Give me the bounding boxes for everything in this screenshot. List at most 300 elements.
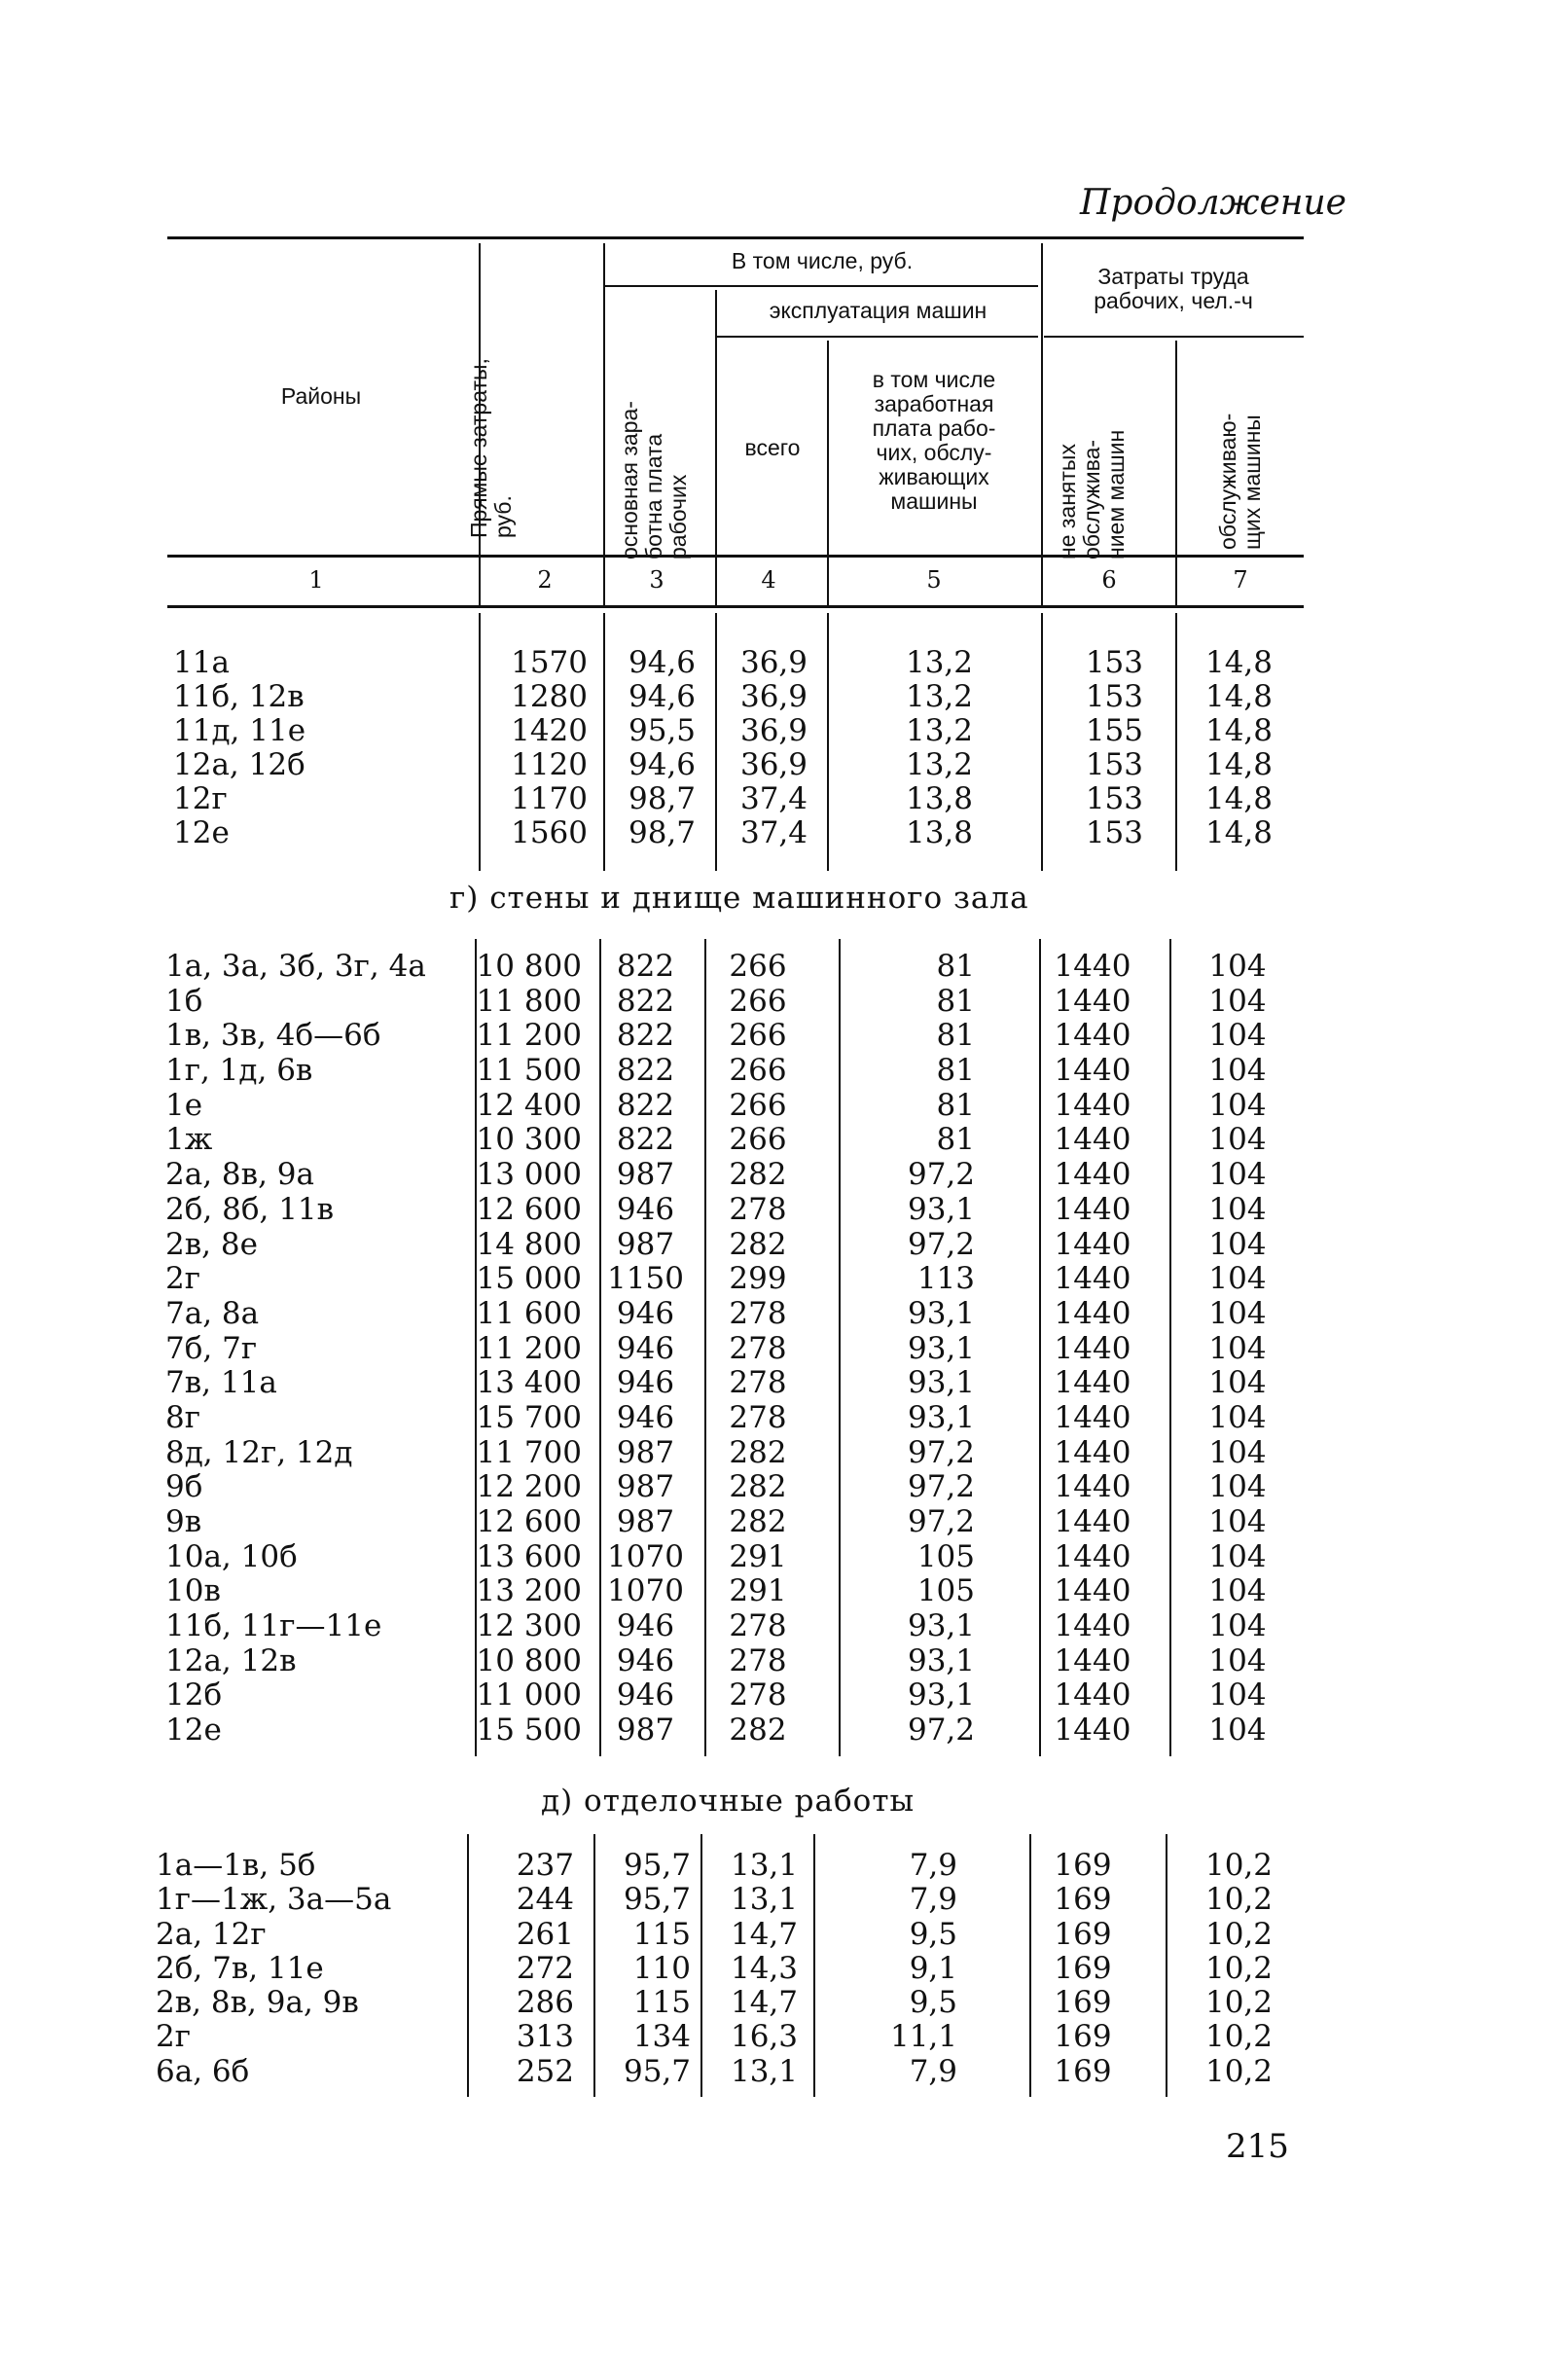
cell-base-wages: 115 (632, 1985, 691, 2021)
cell-base-wages: 110 (632, 1950, 691, 1986)
col-number-5: 5 (926, 566, 942, 594)
cell-direct-costs: 313 (516, 2019, 574, 2055)
cell-direct-costs: 11 600 (476, 1295, 582, 1331)
cell-machine-wages: 97,2 (907, 1157, 975, 1193)
cell-labor-serving: 10,2 (1204, 1848, 1273, 1883)
cell-labor-not-serving: 169 (1054, 1985, 1112, 2021)
cell-region: 11а (173, 645, 230, 680)
cell-labor-not-serving: 1440 (1054, 949, 1131, 984)
cell-machine-total: 13,1 (730, 2053, 798, 2089)
cell-region: 2а, 8в, 9а (165, 1157, 315, 1193)
cell-base-wages: 987 (616, 1157, 675, 1193)
cell-labor-not-serving: 169 (1054, 2019, 1112, 2055)
cell-labor-serving: 14,8 (1204, 815, 1273, 850)
cell-base-wages: 1070 (607, 1538, 684, 1574)
cell-base-wages: 987 (616, 1434, 675, 1470)
cell-machine-total: 37,4 (739, 815, 808, 850)
cell-machine-total: 266 (729, 1018, 787, 1054)
table-row (0, 1609, 1544, 1644)
cell-direct-costs: 1170 (511, 781, 588, 816)
cell-machine-total: 282 (729, 1226, 787, 1262)
cell-base-wages: 946 (616, 1191, 675, 1227)
cell-direct-costs: 12 600 (476, 1504, 582, 1539)
cell-labor-not-serving: 1440 (1054, 1295, 1131, 1331)
cell-region: 1г, 1д, 6в (165, 1053, 313, 1089)
cell-machine-total: 278 (729, 1330, 787, 1366)
header-labor-group: Затраты труда рабочих, чел.-ч (1094, 264, 1253, 313)
cell-base-wages: 94,6 (628, 645, 696, 680)
cell-direct-costs: 13 000 (476, 1157, 582, 1193)
cell-labor-serving: 104 (1208, 1642, 1267, 1678)
cell-machine-wages: 93,1 (907, 1642, 975, 1678)
cell-base-wages: 822 (616, 1087, 675, 1123)
cell-region: 10а, 10б (165, 1538, 298, 1574)
cell-machine-total: 266 (729, 1122, 787, 1158)
cell-machine-total: 278 (729, 1191, 787, 1227)
cell-labor-not-serving: 1440 (1054, 1608, 1131, 1644)
cell-machine-wages: 9,5 (909, 1916, 957, 1952)
cell-labor-serving: 14,8 (1204, 713, 1273, 748)
cell-labor-not-serving: 169 (1054, 1848, 1112, 1883)
cell-labor-not-serving: 1440 (1054, 1122, 1131, 1158)
header-rayony: Районы (280, 383, 362, 409)
cell-labor-serving: 104 (1208, 1365, 1267, 1401)
cell-labor-serving: 104 (1208, 1713, 1267, 1749)
cell-machine-total: 14,7 (730, 1916, 798, 1952)
cell-labor-not-serving: 169 (1054, 2053, 1112, 2089)
cell-machine-wages: 11,1 (889, 2019, 957, 2055)
cell-base-wages: 946 (616, 1677, 675, 1713)
cell-machine-wages: 93,1 (907, 1295, 975, 1331)
cell-labor-serving: 104 (1208, 1053, 1267, 1089)
cell-direct-costs: 261 (516, 1916, 574, 1952)
cell-base-wages: 98,7 (628, 781, 696, 816)
cell-base-wages: 95,5 (628, 713, 696, 748)
cell-region: 12б (165, 1677, 223, 1713)
cell-direct-costs: 12 300 (476, 1608, 582, 1644)
cell-machine-wages: 113 (916, 1261, 975, 1297)
cell-base-wages: 946 (616, 1295, 675, 1331)
cell-machine-wages: 81 (936, 983, 975, 1019)
cell-labor-not-serving: 1440 (1054, 1330, 1131, 1366)
cell-base-wages: 98,7 (628, 815, 696, 850)
cell-machine-wages: 93,1 (907, 1608, 975, 1644)
cell-machine-wages: 81 (936, 949, 975, 984)
cell-labor-serving: 10,2 (1204, 1882, 1273, 1918)
cell-region: 8д, 12г, 12д (165, 1434, 353, 1470)
col-divider (1041, 243, 1043, 605)
header-machine-wages: в том числе заработная плата рабо- чих, обслу- живающих машины (872, 367, 996, 514)
cell-labor-not-serving: 1440 (1054, 1399, 1131, 1435)
cell-machine-total: 282 (729, 1713, 787, 1749)
cell-machine-total: 266 (729, 949, 787, 984)
cell-machine-total: 278 (729, 1642, 787, 1678)
cell-machine-wages: 13,2 (905, 713, 973, 748)
cell-region: 12е (173, 815, 230, 850)
table-row (0, 1986, 1544, 2020)
cell-region: 12а, 12в (165, 1642, 297, 1678)
cell-base-wages: 946 (616, 1399, 675, 1435)
cell-base-wages: 987 (616, 1226, 675, 1262)
cell-machine-total: 282 (729, 1504, 787, 1539)
cell-direct-costs: 286 (516, 1985, 574, 2021)
cell-region: 1ж (165, 1122, 213, 1158)
cell-labor-serving: 10,2 (1204, 1950, 1273, 1986)
cell-labor-not-serving: 153 (1085, 747, 1143, 782)
cell-machine-wages: 97,2 (907, 1434, 975, 1470)
cell-labor-serving: 104 (1208, 1191, 1267, 1227)
cell-labor-not-serving: 153 (1085, 781, 1143, 816)
col-divider (1175, 341, 1177, 605)
cell-direct-costs: 1560 (511, 815, 588, 850)
cell-region: 1е (165, 1087, 203, 1123)
table-row (0, 1849, 1544, 1883)
cell-machine-total: 282 (729, 1434, 787, 1470)
cell-region: 1а—1в, 5б (156, 1848, 316, 1883)
cell-machine-total: 13,1 (730, 1848, 798, 1883)
cell-machine-wages: 81 (936, 1018, 975, 1054)
table-row (0, 748, 1544, 782)
section-title-walls: г) стены и днище машинного зала (449, 881, 1029, 916)
table-row (0, 2055, 1544, 2089)
cell-labor-not-serving: 1440 (1054, 1713, 1131, 1749)
header-base-wages: основная зара- ботна плата рабочих (617, 401, 691, 559)
cell-direct-costs: 13 600 (476, 1538, 582, 1574)
cell-labor-serving: 104 (1208, 1157, 1267, 1193)
table-row (0, 1505, 1544, 1540)
cell-base-wages: 946 (616, 1365, 675, 1401)
cell-labor-serving: 10,2 (1204, 2053, 1273, 2089)
table-row (0, 1193, 1544, 1228)
cell-region: 1а, 3а, 3б, 3г, 4а (165, 949, 426, 984)
cell-labor-not-serving: 155 (1085, 713, 1143, 748)
cell-machine-total: 299 (729, 1261, 787, 1297)
table-row (0, 1644, 1544, 1679)
cell-direct-costs: 14 800 (476, 1226, 582, 1262)
cell-labor-not-serving: 1440 (1054, 1053, 1131, 1089)
cell-labor-serving: 104 (1208, 1122, 1267, 1158)
cell-machine-total: 13,1 (730, 1882, 798, 1918)
cell-region: 7б, 7г (165, 1330, 258, 1366)
cell-direct-costs: 1420 (511, 713, 588, 748)
continuation-label: Продолжение (1080, 183, 1347, 223)
cell-base-wages: 1070 (607, 1573, 684, 1609)
cell-labor-serving: 14,8 (1204, 781, 1273, 816)
cell-labor-not-serving: 1440 (1054, 983, 1131, 1019)
header-serving: обслуживаю- щих машины (1215, 413, 1265, 550)
col-number-4: 4 (761, 566, 776, 594)
cell-base-wages: 987 (616, 1469, 675, 1505)
cell-labor-serving: 104 (1208, 949, 1267, 984)
cell-machine-total: 36,9 (739, 747, 808, 782)
table-row (0, 1054, 1544, 1089)
cell-machine-wages: 13,2 (905, 645, 973, 680)
cell-direct-costs: 13 400 (476, 1365, 582, 1401)
cell-base-wages: 822 (616, 949, 675, 984)
cell-machine-total: 36,9 (739, 713, 808, 748)
cell-base-wages: 987 (616, 1713, 675, 1749)
table-row (0, 1470, 1544, 1505)
cell-direct-costs: 11 700 (476, 1434, 582, 1470)
cell-region: 9в (165, 1504, 202, 1539)
cell-labor-not-serving: 153 (1085, 645, 1143, 680)
cell-direct-costs: 15 700 (476, 1399, 582, 1435)
cell-labor-not-serving: 1440 (1054, 1573, 1131, 1609)
cell-machine-wages: 13,8 (905, 781, 973, 816)
cell-direct-costs: 244 (516, 1882, 574, 1918)
cell-base-wages: 94,6 (628, 747, 696, 782)
cell-region: 2в, 8е (165, 1226, 258, 1262)
cell-region: 2в, 8в, 9а, 9в (156, 1985, 359, 2021)
cell-machine-wages: 93,1 (907, 1191, 975, 1227)
cell-labor-not-serving: 1440 (1054, 1018, 1131, 1054)
cell-region: 1в, 3в, 4б—6б (165, 1018, 381, 1054)
header-incl-group: В том числе, руб. (731, 248, 914, 273)
cell-machine-wages: 105 (916, 1538, 975, 1574)
cell-direct-costs: 1120 (511, 747, 588, 782)
cell-machine-wages: 13,2 (905, 679, 973, 714)
cell-labor-not-serving: 1440 (1054, 1642, 1131, 1678)
cell-machine-total: 266 (729, 1053, 787, 1089)
cell-machine-wages: 81 (936, 1087, 975, 1123)
cell-machine-total: 278 (729, 1365, 787, 1401)
cell-machine-wages: 9,1 (909, 1950, 957, 1986)
cell-labor-serving: 14,8 (1204, 747, 1273, 782)
cell-labor-serving: 104 (1208, 1504, 1267, 1539)
col-divider (603, 243, 605, 605)
cell-machine-wages: 7,9 (909, 2053, 957, 2089)
table-row (0, 1918, 1544, 1952)
col-divider (715, 290, 717, 605)
cell-labor-serving: 14,8 (1204, 645, 1273, 680)
cell-base-wages: 95,7 (623, 1848, 691, 1883)
cell-direct-costs: 272 (516, 1950, 574, 1986)
cell-base-wages: 987 (616, 1504, 675, 1539)
cell-region: 2б, 8б, 11в (165, 1191, 335, 1227)
cell-direct-costs: 15 500 (476, 1713, 582, 1749)
cell-machine-total: 282 (729, 1157, 787, 1193)
cell-machine-total: 14,3 (730, 1950, 798, 1986)
cell-direct-costs: 252 (516, 2053, 574, 2089)
cell-machine-total: 36,9 (739, 645, 808, 680)
cell-region: 12г (173, 781, 228, 816)
cell-labor-not-serving: 1440 (1054, 1226, 1131, 1262)
cell-labor-serving: 10,2 (1204, 1916, 1273, 1952)
cell-base-wages: 822 (616, 1018, 675, 1054)
cell-machine-total: 278 (729, 1295, 787, 1331)
cell-labor-serving: 104 (1208, 1226, 1267, 1262)
cell-direct-costs: 11 200 (476, 1018, 582, 1054)
cell-base-wages: 94,6 (628, 679, 696, 714)
cell-region: 7а, 8а (165, 1295, 260, 1331)
cell-direct-costs: 11 200 (476, 1330, 582, 1366)
labor-group-rule (1044, 336, 1304, 338)
cell-labor-serving: 104 (1208, 1538, 1267, 1574)
cell-machine-wages: 13,8 (905, 815, 973, 850)
col-number-2: 2 (537, 566, 553, 594)
cell-region: 9б (165, 1469, 203, 1505)
header-total: всего (744, 435, 801, 460)
table-row (0, 1540, 1544, 1575)
cell-labor-not-serving: 1440 (1054, 1677, 1131, 1713)
cell-base-wages: 134 (632, 2019, 691, 2055)
cell-base-wages: 1150 (607, 1261, 684, 1297)
cell-labor-not-serving: 169 (1054, 1882, 1112, 1918)
cell-region: 2г (156, 2019, 191, 2055)
cell-labor-not-serving: 1440 (1054, 1365, 1131, 1401)
cell-labor-not-serving: 1440 (1054, 1087, 1131, 1123)
table-row (0, 1297, 1544, 1332)
cell-direct-costs: 12 200 (476, 1469, 582, 1505)
table-row (0, 1089, 1544, 1124)
table-row (0, 2020, 1544, 2054)
cell-region: 11б, 11г—11е (165, 1608, 382, 1644)
cell-region: 2г (165, 1261, 200, 1297)
cell-machine-total: 266 (729, 983, 787, 1019)
cell-machine-wages: 93,1 (907, 1399, 975, 1435)
table-row (0, 1228, 1544, 1263)
cell-direct-costs: 1570 (511, 645, 588, 680)
cell-direct-costs: 11 000 (476, 1677, 582, 1713)
numbers-bottom-rule (167, 605, 1304, 608)
cell-direct-costs: 10 800 (476, 1642, 582, 1678)
table-row (0, 1436, 1544, 1471)
table-row (0, 714, 1544, 748)
header-direct-costs: Прямые затраты, руб. (466, 358, 516, 538)
table-row (0, 1019, 1544, 1054)
table-row (0, 950, 1544, 985)
cell-direct-costs: 237 (516, 1848, 574, 1883)
cell-direct-costs: 12 600 (476, 1191, 582, 1227)
cell-labor-serving: 10,2 (1204, 1985, 1273, 2021)
cell-region: 11б, 12в (173, 679, 305, 714)
cell-machine-wages: 97,2 (907, 1469, 975, 1505)
cell-labor-not-serving: 1440 (1054, 1191, 1131, 1227)
table-row (0, 680, 1544, 714)
cell-base-wages: 95,7 (623, 1882, 691, 1918)
cell-machine-total: 278 (729, 1677, 787, 1713)
cell-direct-costs: 11 500 (476, 1053, 582, 1089)
table-row (0, 1366, 1544, 1401)
cell-labor-serving: 10,2 (1204, 2019, 1273, 2055)
cell-labor-serving: 104 (1208, 1295, 1267, 1331)
col-divider (827, 341, 829, 605)
cell-direct-costs: 1280 (511, 679, 588, 714)
cell-machine-total: 266 (729, 1087, 787, 1123)
cell-labor-serving: 104 (1208, 1261, 1267, 1297)
cell-region: 11д, 11е (173, 713, 306, 748)
table-row (0, 1401, 1544, 1436)
cell-region: 12а, 12б (173, 747, 305, 782)
cell-labor-not-serving: 1440 (1054, 1538, 1131, 1574)
cell-machine-wages: 7,9 (909, 1882, 957, 1918)
cell-labor-serving: 104 (1208, 1608, 1267, 1644)
table-row (0, 1952, 1544, 1986)
section-3-table (0, 1849, 1544, 2089)
cell-machine-wages: 93,1 (907, 1365, 975, 1401)
table-row (0, 646, 1544, 680)
cell-region: 10в (165, 1573, 221, 1609)
cell-direct-costs: 13 200 (476, 1573, 582, 1609)
table-row (0, 1158, 1544, 1193)
cell-machine-wages: 105 (916, 1573, 975, 1609)
cell-base-wages: 946 (616, 1642, 675, 1678)
cell-direct-costs: 11 800 (476, 983, 582, 1019)
cell-labor-serving: 104 (1208, 1677, 1267, 1713)
col-number-7: 7 (1233, 566, 1248, 594)
cell-machine-total: 291 (729, 1538, 787, 1574)
table-row (0, 782, 1544, 816)
section-2-table (0, 950, 1544, 1749)
cell-machine-wages: 81 (936, 1053, 975, 1089)
cell-machine-wages: 13,2 (905, 747, 973, 782)
cell-labor-not-serving: 1440 (1054, 1261, 1131, 1297)
section-1-table (0, 646, 1544, 850)
table-row (0, 985, 1544, 1020)
page-number: 215 (1226, 2127, 1289, 2166)
cell-labor-serving: 104 (1208, 1087, 1267, 1123)
cell-base-wages: 822 (616, 983, 675, 1019)
cell-labor-serving: 104 (1208, 1573, 1267, 1609)
table-row (0, 1678, 1544, 1713)
cell-labor-not-serving: 1440 (1054, 1469, 1131, 1505)
section-title-finishing: д) отделочные работы (541, 1784, 916, 1819)
cell-labor-not-serving: 1440 (1054, 1504, 1131, 1539)
cell-labor-serving: 104 (1208, 983, 1267, 1019)
cell-region: 8г (165, 1399, 200, 1435)
header-top-rule (167, 236, 1304, 239)
cell-region: 12е (165, 1713, 222, 1749)
table-row (0, 1262, 1544, 1297)
cell-machine-wages: 97,2 (907, 1226, 975, 1262)
cell-region: 1б (165, 983, 203, 1019)
cell-labor-serving: 104 (1208, 1399, 1267, 1435)
cell-base-wages: 115 (632, 1916, 691, 1952)
cell-labor-serving: 104 (1208, 1018, 1267, 1054)
header-not-serving: не занятых обслужива- нием машин (1055, 429, 1129, 559)
cell-region: 1г—1ж, 3а—5а (156, 1882, 392, 1918)
table-row (0, 1574, 1544, 1609)
cell-machine-wages: 7,9 (909, 1848, 957, 1883)
cell-machine-wages: 9,5 (909, 1985, 957, 2021)
cell-machine-total: 278 (729, 1608, 787, 1644)
cell-machine-total: 282 (729, 1469, 787, 1505)
cell-labor-not-serving: 153 (1085, 815, 1143, 850)
cell-labor-not-serving: 169 (1054, 1950, 1112, 1986)
cell-machine-wages: 93,1 (907, 1677, 975, 1713)
table-row (0, 1883, 1544, 1917)
cell-machine-total: 16,3 (730, 2019, 798, 2055)
cell-machine-total: 291 (729, 1573, 787, 1609)
cell-base-wages: 95,7 (623, 2053, 691, 2089)
table-row (0, 1332, 1544, 1367)
cell-machine-total: 14,7 (730, 1985, 798, 2021)
cell-machine-wages: 97,2 (907, 1713, 975, 1749)
cell-labor-not-serving: 1440 (1054, 1157, 1131, 1193)
table-row (0, 816, 1544, 850)
col-number-3: 3 (649, 566, 664, 594)
cell-direct-costs: 12 400 (476, 1087, 582, 1123)
cell-base-wages: 946 (616, 1330, 675, 1366)
incl-group-rule (605, 285, 1038, 287)
header-exp-group: эксплуатация машин (769, 298, 987, 323)
cell-base-wages: 822 (616, 1122, 675, 1158)
cell-region: 2а, 12г (156, 1916, 267, 1952)
cell-machine-total: 278 (729, 1399, 787, 1435)
cell-labor-not-serving: 1440 (1054, 1434, 1131, 1470)
cell-direct-costs: 15 000 (476, 1261, 582, 1297)
table-row (0, 1713, 1544, 1749)
